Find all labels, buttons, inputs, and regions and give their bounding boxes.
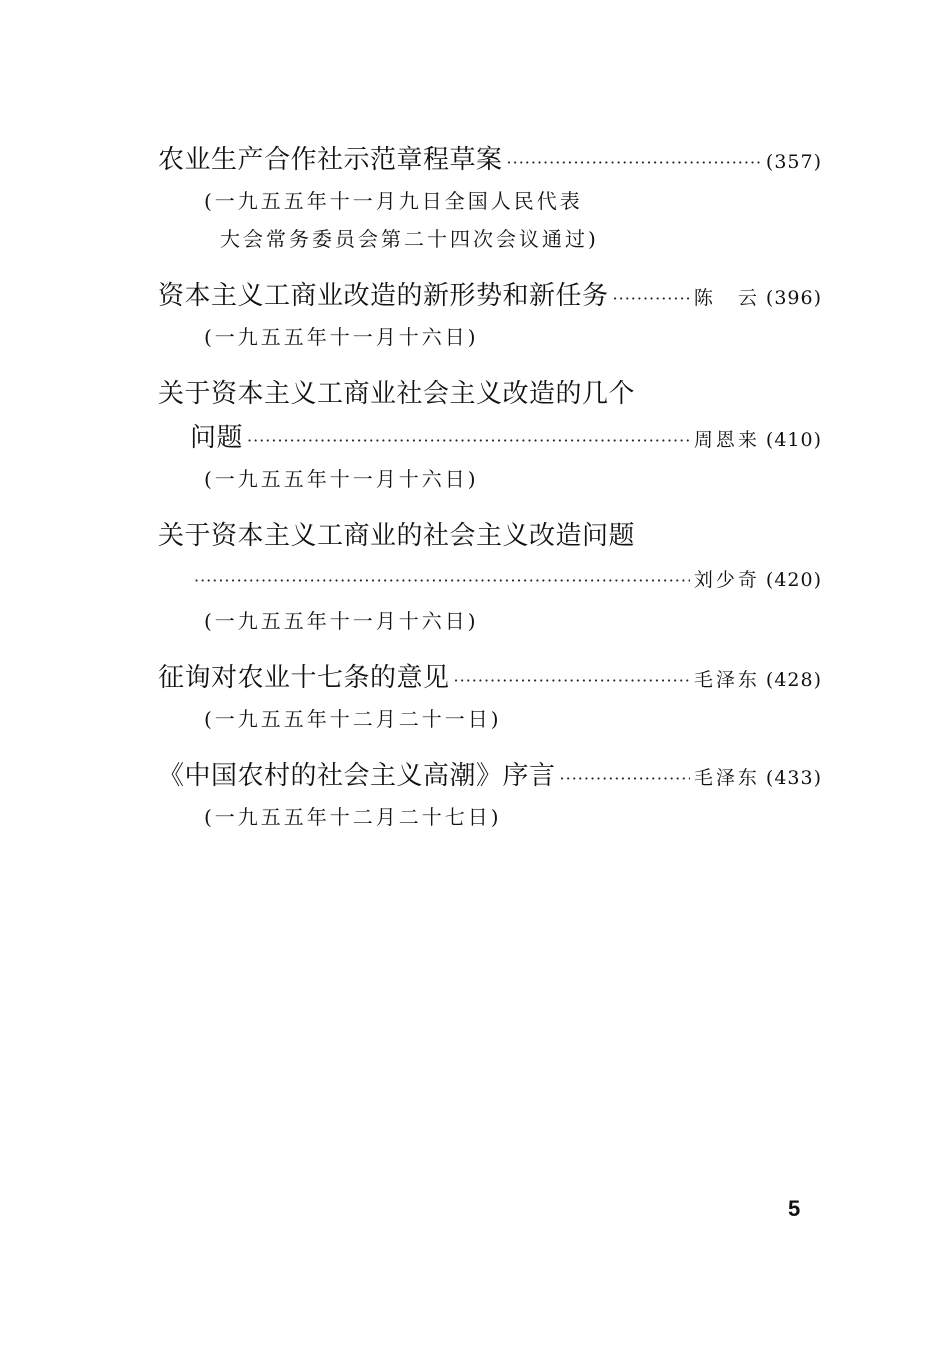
entry-title: 农业生产合作社示范章程草案 xyxy=(158,145,503,175)
dot-leader xyxy=(454,659,690,703)
toc-entry-line xyxy=(158,754,822,798)
entry-date-note: (一九五五年十二月二十七日) xyxy=(204,805,502,829)
entry-page: (357) xyxy=(765,151,822,173)
toc-entry-line xyxy=(158,558,822,602)
toc-entry xyxy=(158,754,822,836)
table-of-contents xyxy=(158,138,822,852)
entry-title: 关于资本主义工商业社会主义改造的几个 xyxy=(158,379,636,409)
dot-leader xyxy=(247,419,690,463)
entry-title: 征询对农业十七条的意见 xyxy=(158,663,450,693)
entry-page: (428) xyxy=(765,669,822,691)
entry-title: 关于资本主义工商业的社会主义改造问题 xyxy=(158,521,636,551)
entry-author: 毛泽东 xyxy=(693,669,760,691)
toc-entry-line xyxy=(158,138,822,182)
dot-leader xyxy=(194,559,690,603)
entry-date-note: (一九五五年十一月九日全国人民代表 xyxy=(204,189,583,213)
dot-leader xyxy=(560,757,690,801)
entry-date-note: (一九五五年十一月十六日) xyxy=(204,325,479,349)
toc-entry xyxy=(158,274,822,356)
toc-entry-line xyxy=(158,656,822,700)
entry-title: 《中国农村的社会主义高潮》序言 xyxy=(158,761,556,791)
entry-date-note: (一九五五年十二月二十一日) xyxy=(204,707,502,731)
entry-page: (420) xyxy=(765,569,822,591)
entry-date-note: 大会常务委员会第二十四次会议通过) xyxy=(220,227,599,251)
entry-page: (433) xyxy=(765,767,822,789)
dot-leader xyxy=(507,141,762,185)
toc-entry-line xyxy=(158,372,822,416)
dot-leader xyxy=(613,277,690,321)
toc-entry-line xyxy=(158,514,822,558)
entry-author: 毛泽东 xyxy=(693,767,760,789)
entry-author: 周恩来 xyxy=(693,429,760,451)
toc-entry xyxy=(158,372,822,498)
entry-author: 陈 云 xyxy=(693,287,760,309)
entry-page: (410) xyxy=(765,429,822,451)
toc-entry xyxy=(158,514,822,640)
entry-date-note: (一九五五年十一月十六日) xyxy=(204,609,479,633)
entry-date-note: (一九五五年十一月十六日) xyxy=(204,467,479,491)
entry-title: 资本主义工商业改造的新形势和新任务 xyxy=(158,281,609,311)
entry-page: (396) xyxy=(765,287,822,309)
toc-entry-line xyxy=(158,416,822,460)
entry-title-continued: 问题 xyxy=(190,423,244,453)
toc-entry xyxy=(158,138,822,258)
page-number: 5 xyxy=(788,1196,801,1221)
toc-entry xyxy=(158,656,822,738)
toc-entry-line xyxy=(158,274,822,318)
entry-author: 刘少奇 xyxy=(693,569,760,591)
